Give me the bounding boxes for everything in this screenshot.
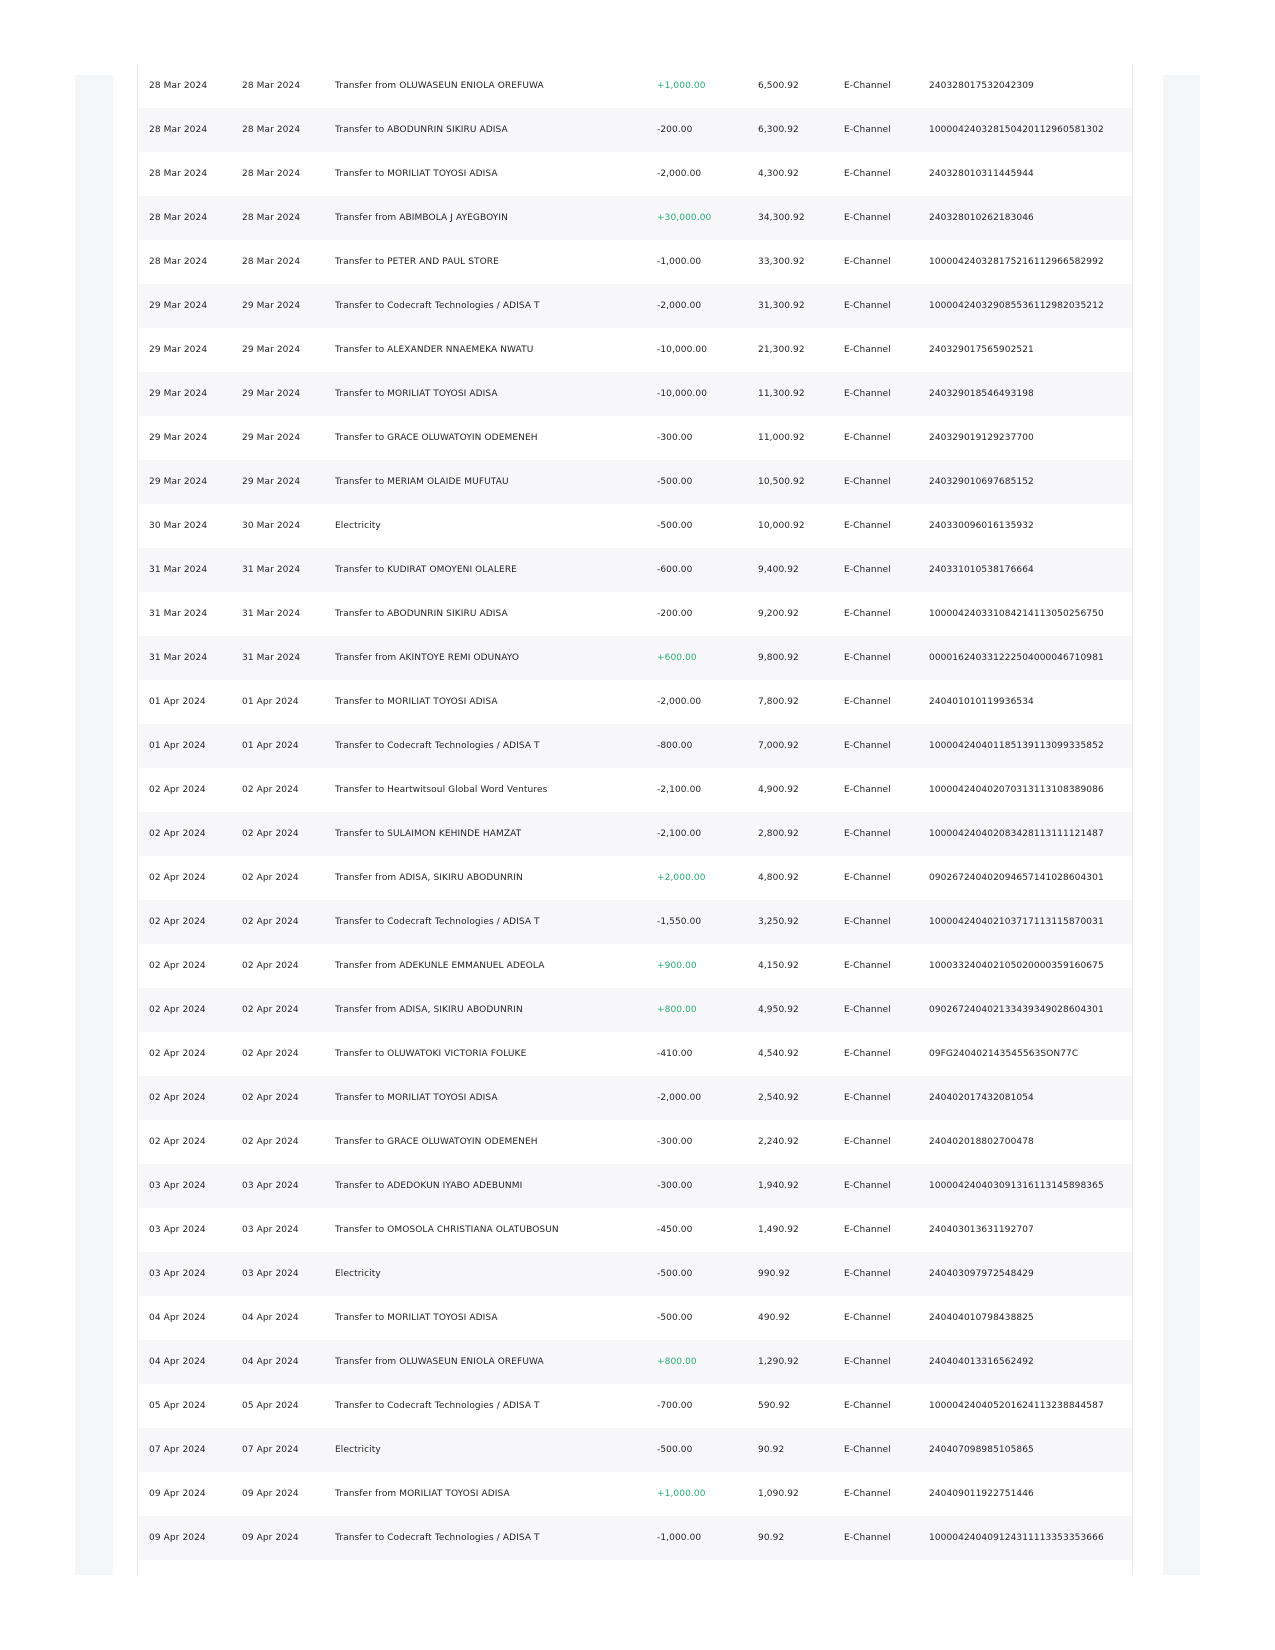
transaction-date: 28 Mar 2024 <box>149 213 208 223</box>
channel: E-Channel <box>844 1401 891 1411</box>
channel: E-Channel <box>844 301 891 311</box>
transaction-amount: -300.00 <box>657 1181 693 1191</box>
transaction-date: 29 Mar 2024 <box>149 433 208 443</box>
reference-number: 100004240402083428113111121487 <box>929 829 1104 839</box>
transaction-amount: -1,000.00 <box>657 257 702 267</box>
balance: 2,240.92 <box>758 1137 799 1147</box>
value-date: 28 Mar 2024 <box>242 125 301 135</box>
channel: E-Channel <box>844 433 891 443</box>
transaction-description: Transfer to ABODUNRIN SIKIRU ADISA <box>335 125 508 135</box>
value-date: 29 Mar 2024 <box>242 433 301 443</box>
value-date: 03 Apr 2024 <box>242 1181 299 1191</box>
value-date: 02 Apr 2024 <box>242 1005 299 1015</box>
value-date: 02 Apr 2024 <box>242 829 299 839</box>
balance: 4,540.92 <box>758 1049 799 1059</box>
table-row <box>138 284 1132 328</box>
balance: 6,300.92 <box>758 125 799 135</box>
reference-number: 240328017532042309 <box>929 81 1034 91</box>
value-date: 02 Apr 2024 <box>242 917 299 927</box>
value-date: 03 Apr 2024 <box>242 1269 299 1279</box>
transaction-description: Transfer to GRACE OLUWATOYIN ODEMENEH <box>335 433 538 443</box>
transaction-description: Transfer to Codecraft Technologies / ADISA T <box>335 917 540 927</box>
channel: E-Channel <box>844 1445 891 1455</box>
transaction-date: 09 Apr 2024 <box>149 1533 206 1543</box>
transaction-amount: -300.00 <box>657 433 693 443</box>
reference-number: 240329018546493198 <box>929 389 1034 399</box>
balance: 9,200.92 <box>758 609 799 619</box>
transaction-amount: +30,000.00 <box>657 213 712 223</box>
table-row <box>138 196 1132 240</box>
transaction-description: Transfer to SULAIMON KEHINDE HAMZAT <box>335 829 522 839</box>
channel: E-Channel <box>844 213 891 223</box>
reference-number: 09FG240402143545563SON77C <box>929 1049 1079 1059</box>
value-date: 02 Apr 2024 <box>242 1137 299 1147</box>
channel: E-Channel <box>844 917 891 927</box>
channel: E-Channel <box>844 1225 891 1235</box>
balance: 990.92 <box>758 1269 791 1279</box>
value-date: 28 Mar 2024 <box>242 213 301 223</box>
transaction-date: 02 Apr 2024 <box>149 1093 206 1103</box>
table-row <box>138 1252 1132 1296</box>
channel: E-Channel <box>844 169 891 179</box>
transaction-description: Transfer from MORILIAT TOYOSI ADISA <box>335 1489 510 1499</box>
table-row <box>138 1384 1132 1428</box>
table-row <box>138 460 1132 504</box>
table-row <box>138 1472 1132 1516</box>
transaction-amount: -2,100.00 <box>657 785 702 795</box>
value-date: 31 Mar 2024 <box>242 609 301 619</box>
transaction-description: Transfer from ADISA, SIKIRU ABODUNRIN <box>335 873 523 883</box>
balance: 4,300.92 <box>758 169 799 179</box>
transaction-date: 02 Apr 2024 <box>149 917 206 927</box>
table-row <box>138 504 1132 548</box>
transaction-description: Transfer from ABIMBOLA J AYEGBOYIN <box>335 213 508 223</box>
table-row <box>138 1340 1132 1384</box>
channel: E-Channel <box>844 961 891 971</box>
transaction-amount: -410.00 <box>657 1049 693 1059</box>
reference-number: 240407098985105865 <box>929 1445 1034 1455</box>
transaction-date: 03 Apr 2024 <box>149 1225 206 1235</box>
transaction-amount: -800.00 <box>657 741 693 751</box>
reference-number: 240403013631192707 <box>929 1225 1034 1235</box>
table-row <box>138 372 1132 416</box>
transaction-date: 03 Apr 2024 <box>149 1181 206 1191</box>
table-row <box>138 1428 1132 1472</box>
transaction-amount: -500.00 <box>657 1269 693 1279</box>
transaction-date: 02 Apr 2024 <box>149 961 206 971</box>
balance: 1,940.92 <box>758 1181 799 1191</box>
reference-number: 240328010262183046 <box>929 213 1034 223</box>
transaction-amount: -500.00 <box>657 1313 693 1323</box>
value-date: 01 Apr 2024 <box>242 741 299 751</box>
balance: 31,300.92 <box>758 301 805 311</box>
balance: 490.92 <box>758 1313 791 1323</box>
value-date: 31 Mar 2024 <box>242 565 301 575</box>
value-date: 03 Apr 2024 <box>242 1225 299 1235</box>
reference-number: 100004240402103717113115870031 <box>929 917 1104 927</box>
transaction-amount: -2,000.00 <box>657 169 702 179</box>
transaction-amount: +2,000.00 <box>657 873 706 883</box>
transaction-date: 29 Mar 2024 <box>149 301 208 311</box>
reference-number: 090267240402133439349028604301 <box>929 1005 1104 1015</box>
table-row <box>138 900 1132 944</box>
reference-number: 100004240328175216112966582992 <box>929 257 1104 267</box>
channel: E-Channel <box>844 697 891 707</box>
transaction-date: 02 Apr 2024 <box>149 785 206 795</box>
transaction-description: Transfer to MORILIAT TOYOSI ADISA <box>335 697 498 707</box>
value-date: 09 Apr 2024 <box>242 1489 299 1499</box>
transaction-amount: -600.00 <box>657 565 693 575</box>
transaction-description: Transfer to OMOSOLA CHRISTIANA OLATUBOSUN <box>335 1225 559 1235</box>
transaction-date: 02 Apr 2024 <box>149 1005 206 1015</box>
transaction-amount: +600.00 <box>657 653 697 663</box>
transaction-description: Transfer from AKINTOYE REMI ODUNAYO <box>335 653 520 663</box>
reference-number: 240329017565902521 <box>929 345 1034 355</box>
transaction-description: Transfer to OLUWATOKI VICTORIA FOLUKE <box>335 1049 527 1059</box>
page-margin-right <box>1163 75 1200 1575</box>
transaction-description: Transfer to PETER AND PAUL STORE <box>335 257 499 267</box>
transaction-amount: +900.00 <box>657 961 697 971</box>
transaction-date: 02 Apr 2024 <box>149 829 206 839</box>
transaction-description: Transfer to Heartwitsoul Global Word Ventures <box>335 785 548 795</box>
transaction-date: 03 Apr 2024 <box>149 1269 206 1279</box>
transaction-amount: -10,000.00 <box>657 389 708 399</box>
table-row <box>138 680 1132 724</box>
transaction-description: Transfer from OLUWASEUN ENIOLA OREFUWA <box>335 1357 544 1367</box>
transaction-description: Transfer to MERIAM OLAIDE MUFUTAU <box>335 477 509 487</box>
table-row <box>138 1076 1132 1120</box>
transaction-date: 31 Mar 2024 <box>149 653 208 663</box>
reference-number: 240402017432081054 <box>929 1093 1034 1103</box>
value-date: 29 Mar 2024 <box>242 301 301 311</box>
transaction-amount: -500.00 <box>657 477 693 487</box>
transaction-date: 28 Mar 2024 <box>149 169 208 179</box>
transaction-amount: -200.00 <box>657 609 693 619</box>
balance: 11,000.92 <box>758 433 805 443</box>
value-date: 02 Apr 2024 <box>242 785 299 795</box>
transaction-date: 29 Mar 2024 <box>149 345 208 355</box>
balance: 21,300.92 <box>758 345 805 355</box>
transaction-amount: -300.00 <box>657 1137 693 1147</box>
value-date: 04 Apr 2024 <box>242 1313 299 1323</box>
channel: E-Channel <box>844 829 891 839</box>
transaction-date: 01 Apr 2024 <box>149 741 206 751</box>
value-date: 09 Apr 2024 <box>242 1533 299 1543</box>
balance: 34,300.92 <box>758 213 805 223</box>
transaction-description: Transfer to Codecraft Technologies / ADISA T <box>335 1401 540 1411</box>
balance: 7,800.92 <box>758 697 799 707</box>
value-date: 29 Mar 2024 <box>242 389 301 399</box>
channel: E-Channel <box>844 741 891 751</box>
page-margin-left <box>75 75 113 1575</box>
transaction-description: Transfer to Codecraft Technologies / ADISA T <box>335 741 540 751</box>
table-row <box>138 108 1132 152</box>
balance: 2,540.92 <box>758 1093 799 1103</box>
balance: 590.92 <box>758 1401 791 1411</box>
value-date: 05 Apr 2024 <box>242 1401 299 1411</box>
balance: 90.92 <box>758 1533 785 1543</box>
transaction-date: 02 Apr 2024 <box>149 873 206 883</box>
value-date: 02 Apr 2024 <box>242 1093 299 1103</box>
channel: E-Channel <box>844 81 891 91</box>
channel: E-Channel <box>844 345 891 355</box>
transaction-description: Transfer to Codecraft Technologies / ADISA T <box>335 301 540 311</box>
value-date: 31 Mar 2024 <box>242 653 301 663</box>
transaction-amount: -500.00 <box>657 1445 693 1455</box>
table-row <box>138 812 1132 856</box>
value-date: 04 Apr 2024 <box>242 1357 299 1367</box>
transaction-date: 02 Apr 2024 <box>149 1137 206 1147</box>
balance: 33,300.92 <box>758 257 805 267</box>
transaction-amount: -700.00 <box>657 1401 693 1411</box>
reference-number: 100004240409124311113353353666 <box>929 1533 1104 1543</box>
reference-number: 240402018802700478 <box>929 1137 1034 1147</box>
balance: 4,800.92 <box>758 873 799 883</box>
value-date: 02 Apr 2024 <box>242 961 299 971</box>
reference-number: 100004240401185139113099335852 <box>929 741 1104 751</box>
balance: 90.92 <box>758 1445 785 1455</box>
transaction-date: 28 Mar 2024 <box>149 81 208 91</box>
table-row <box>138 1516 1132 1560</box>
transaction-description: Transfer to MORILIAT TOYOSI ADISA <box>335 169 498 179</box>
balance: 3,250.92 <box>758 917 799 927</box>
transaction-amount: -1,000.00 <box>657 1533 702 1543</box>
transaction-date: 09 Apr 2024 <box>149 1489 206 1499</box>
channel: E-Channel <box>844 1533 891 1543</box>
reference-number: 100004240331084214113050256750 <box>929 609 1104 619</box>
reference-number: 100004240403091316113145898365 <box>929 1181 1104 1191</box>
reference-number: 240409011922751446 <box>929 1489 1034 1499</box>
transaction-description: Transfer to MORILIAT TOYOSI ADISA <box>335 1313 498 1323</box>
table-row <box>138 1032 1132 1076</box>
balance: 1,490.92 <box>758 1225 799 1235</box>
channel: E-Channel <box>844 873 891 883</box>
balance: 11,300.92 <box>758 389 805 399</box>
value-date: 29 Mar 2024 <box>242 477 301 487</box>
table-row <box>138 64 1132 108</box>
table-row <box>138 416 1132 460</box>
transaction-amount: -2,000.00 <box>657 697 702 707</box>
transaction-date: 31 Mar 2024 <box>149 565 208 575</box>
reference-number: 100004240328150420112960581302 <box>929 125 1104 135</box>
balance: 9,400.92 <box>758 565 799 575</box>
table-row <box>138 1164 1132 1208</box>
value-date: 30 Mar 2024 <box>242 521 301 531</box>
value-date: 02 Apr 2024 <box>242 873 299 883</box>
value-date: 28 Mar 2024 <box>242 257 301 267</box>
transaction-amount: -1,550.00 <box>657 917 702 927</box>
channel: E-Channel <box>844 1093 891 1103</box>
reference-number: 240329010697685152 <box>929 477 1034 487</box>
reference-number: 100004240405201624113238844587 <box>929 1401 1104 1411</box>
balance: 7,000.92 <box>758 741 799 751</box>
transaction-description: Transfer from OLUWASEUN ENIOLA OREFUWA <box>335 81 544 91</box>
reference-number: 240403097972548429 <box>929 1269 1034 1279</box>
reference-number: 100033240402105020000359160675 <box>929 961 1104 971</box>
table-row <box>138 240 1132 284</box>
channel: E-Channel <box>844 1181 891 1191</box>
channel: E-Channel <box>844 1313 891 1323</box>
table-row <box>138 548 1132 592</box>
transaction-date: 29 Mar 2024 <box>149 389 208 399</box>
transaction-amount: -500.00 <box>657 521 693 531</box>
transaction-date: 04 Apr 2024 <box>149 1313 206 1323</box>
transaction-amount: -450.00 <box>657 1225 693 1235</box>
table-row <box>138 768 1132 812</box>
channel: E-Channel <box>844 1005 891 1015</box>
transaction-date: 31 Mar 2024 <box>149 609 208 619</box>
channel: E-Channel <box>844 521 891 531</box>
channel: E-Channel <box>844 389 891 399</box>
transaction-description: Transfer to MORILIAT TOYOSI ADISA <box>335 389 498 399</box>
value-date: 28 Mar 2024 <box>242 169 301 179</box>
transaction-description: Transfer to ABODUNRIN SIKIRU ADISA <box>335 609 508 619</box>
transaction-amount: +800.00 <box>657 1005 697 1015</box>
transaction-description: Transfer to GRACE OLUWATOYIN ODEMENEH <box>335 1137 538 1147</box>
transaction-amount: -10,000.00 <box>657 345 708 355</box>
reference-number: 100004240402070313113108389086 <box>929 785 1104 795</box>
transaction-description: Transfer to MORILIAT TOYOSI ADISA <box>335 1093 498 1103</box>
channel: E-Channel <box>844 1049 891 1059</box>
transaction-description: Electricity <box>335 1269 381 1279</box>
value-date: 02 Apr 2024 <box>242 1049 299 1059</box>
table-row <box>138 328 1132 372</box>
value-date: 01 Apr 2024 <box>242 697 299 707</box>
balance: 1,090.92 <box>758 1489 799 1499</box>
channel: E-Channel <box>844 785 891 795</box>
transaction-date: 28 Mar 2024 <box>149 125 208 135</box>
channel: E-Channel <box>844 1357 891 1367</box>
transaction-description: Transfer from ADEKUNLE EMMANUEL ADEOLA <box>335 961 545 971</box>
transaction-amount: -2,100.00 <box>657 829 702 839</box>
balance: 6,500.92 <box>758 81 799 91</box>
transactions-table <box>138 64 1132 1560</box>
transaction-description: Electricity <box>335 521 381 531</box>
channel: E-Channel <box>844 125 891 135</box>
reference-number: 100004240329085536112982035212 <box>929 301 1104 311</box>
transaction-amount: -2,000.00 <box>657 301 702 311</box>
reference-number: 240330096016135932 <box>929 521 1034 531</box>
balance: 10,500.92 <box>758 477 805 487</box>
channel: E-Channel <box>844 1489 891 1499</box>
transaction-amount: -200.00 <box>657 125 693 135</box>
table-row <box>138 636 1132 680</box>
table-row <box>138 592 1132 636</box>
table-row <box>138 724 1132 768</box>
reference-number: 240329019129237700 <box>929 433 1034 443</box>
table-row <box>138 988 1132 1032</box>
transaction-description: Electricity <box>335 1445 381 1455</box>
table-row <box>138 856 1132 900</box>
transaction-date: 04 Apr 2024 <box>149 1357 206 1367</box>
transaction-date: 07 Apr 2024 <box>149 1445 206 1455</box>
table-row <box>138 1120 1132 1164</box>
balance: 4,900.92 <box>758 785 799 795</box>
balance: 4,150.92 <box>758 961 799 971</box>
balance: 10,000.92 <box>758 521 805 531</box>
transaction-amount: -2,000.00 <box>657 1093 702 1103</box>
transaction-date: 30 Mar 2024 <box>149 521 208 531</box>
transaction-amount: +800.00 <box>657 1357 697 1367</box>
transaction-description: Transfer to ADEDOKUN IYABO ADEBUNMI <box>335 1181 523 1191</box>
balance: 4,950.92 <box>758 1005 799 1015</box>
channel: E-Channel <box>844 609 891 619</box>
transaction-description: Transfer to ALEXANDER NNAEMEKA NWATU <box>335 345 534 355</box>
transaction-date: 05 Apr 2024 <box>149 1401 206 1411</box>
transaction-amount: +1,000.00 <box>657 81 706 91</box>
channel: E-Channel <box>844 1269 891 1279</box>
reference-number: 240404013316562492 <box>929 1357 1034 1367</box>
reference-number: 090267240402094657141028604301 <box>929 873 1104 883</box>
transaction-description: Transfer to Codecraft Technologies / ADISA T <box>335 1533 540 1543</box>
channel: E-Channel <box>844 257 891 267</box>
transaction-amount: +1,000.00 <box>657 1489 706 1499</box>
table-row <box>138 152 1132 196</box>
transaction-description: Transfer from ADISA, SIKIRU ABODUNRIN <box>335 1005 523 1015</box>
value-date: 28 Mar 2024 <box>242 81 301 91</box>
statement-page <box>137 64 1133 1575</box>
reference-number: 240401010119936534 <box>929 697 1034 707</box>
transaction-date: 29 Mar 2024 <box>149 477 208 487</box>
channel: E-Channel <box>844 653 891 663</box>
table-row <box>138 1208 1132 1252</box>
reference-number: 240404010798438825 <box>929 1313 1034 1323</box>
reference-number: 240331010538176664 <box>929 565 1034 575</box>
channel: E-Channel <box>844 565 891 575</box>
transaction-date: 02 Apr 2024 <box>149 1049 206 1059</box>
transaction-date: 01 Apr 2024 <box>149 697 206 707</box>
balance: 9,800.92 <box>758 653 799 663</box>
balance: 2,800.92 <box>758 829 799 839</box>
value-date: 07 Apr 2024 <box>242 1445 299 1455</box>
balance: 1,290.92 <box>758 1357 799 1367</box>
value-date: 29 Mar 2024 <box>242 345 301 355</box>
reference-number: 000016240331222504000046710981 <box>929 653 1104 663</box>
reference-number: 240328010311445944 <box>929 169 1034 179</box>
table-row <box>138 1296 1132 1340</box>
transaction-description: Transfer to KUDIRAT OMOYENI OLALERE <box>335 565 517 575</box>
channel: E-Channel <box>844 1137 891 1147</box>
transaction-date: 28 Mar 2024 <box>149 257 208 267</box>
table-row <box>138 944 1132 988</box>
channel: E-Channel <box>844 477 891 487</box>
